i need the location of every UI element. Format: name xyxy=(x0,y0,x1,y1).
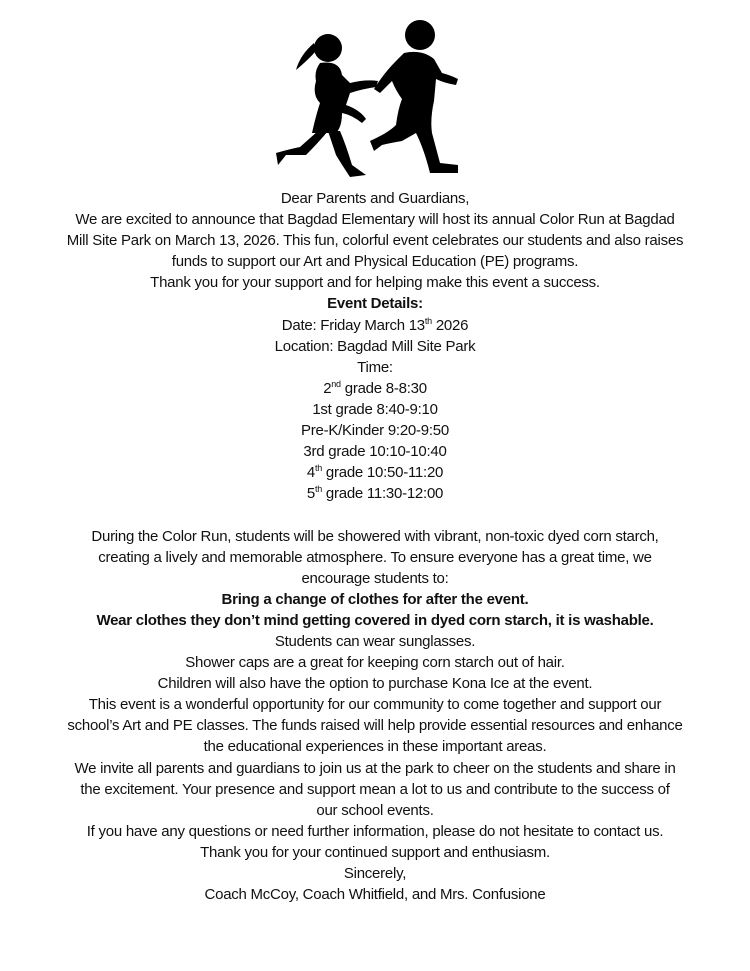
intro-line: We are excited to announce that Bagdad Elementary will host its annual Color Run at Bagdad xyxy=(75,211,675,229)
schedule-text: 3rd grade 10:10-10:40 xyxy=(303,443,447,461)
event-details-heading: Event Details: xyxy=(327,295,423,313)
date-sup: th xyxy=(424,315,432,326)
schedule-item xyxy=(0,399,750,420)
schedule-text: 5 xyxy=(306,485,315,503)
bold-tip: Wear clothes they don’t mind getting covered in dyed corn starch, it is washable. xyxy=(96,611,654,629)
body-line: the excitement. Your presence and support mean a lot to us and contribute to the success of xyxy=(80,780,670,798)
body-line: encourage students to: xyxy=(301,569,449,587)
intro-line: Mill Site Park on March 13, 2026. This fun, colorful event celebrates our students and also raises xyxy=(66,232,684,250)
body-line: our school events. xyxy=(316,801,434,819)
schedule-item xyxy=(0,483,750,504)
bold-tip: Bring a change of clothes for after the event. xyxy=(221,590,529,608)
schedule-item xyxy=(0,420,750,441)
body-line: the educational experiences in these important areas. xyxy=(203,738,547,756)
signoff: Sincerely, xyxy=(343,865,407,882)
date-year: 2026 xyxy=(431,316,469,334)
schedule-text: 4 xyxy=(306,464,315,482)
letter-body xyxy=(0,188,750,905)
schedule-item xyxy=(0,462,750,483)
event-date xyxy=(0,315,750,336)
schedule-sup: nd xyxy=(331,378,341,389)
tip: Children will also have the option to purchase Kona Ice at the event. xyxy=(157,675,593,693)
schedule-item xyxy=(0,378,750,399)
schedule-sup: th xyxy=(314,463,322,474)
schedule-item xyxy=(0,441,750,462)
running-children-silhouette xyxy=(270,15,470,190)
body-line: If you have any questions or need further information, please do not hesitate to contact us. xyxy=(86,822,664,840)
schedule-text: 2 xyxy=(323,379,332,397)
body-line: school’s Art and PE classes. The funds raised will help provide essential resources and enhance xyxy=(67,717,683,735)
tip: Shower caps are a great for keeping corn starch out of hair. xyxy=(185,654,565,672)
schedule-text: grade 11:30-12:00 xyxy=(321,485,444,503)
spacer xyxy=(0,504,750,525)
time-label: Time: xyxy=(357,358,393,376)
event-location: Location: Bagdad Mill Site Park xyxy=(274,337,476,355)
signature: Coach McCoy, Coach Whitfield, and Mrs. Confusione xyxy=(204,886,546,904)
body-line: This event is a wonderful opportunity for our community to come together and support our xyxy=(88,696,662,714)
body-line: During the Color Run, students will be showered with vibrant, non-toxic dyed corn starch, xyxy=(91,527,659,545)
schedule-sup: th xyxy=(314,484,322,495)
body-line: We invite all parents and guardians to join us at the park to cheer on the students and share in xyxy=(74,759,676,777)
schedule-text: grade 8-8:30 xyxy=(340,379,427,397)
intro-line: Thank you for your support and for helping make this event a success. xyxy=(150,274,600,292)
body-line: creating a lively and memorable atmosphere. To ensure everyone has a great time, we xyxy=(98,548,652,566)
schedule-text: Pre-K/Kinder 9:20-9:50 xyxy=(301,422,449,440)
intro-line: funds to support our Art and Physical Education (PE) programs. xyxy=(171,253,579,271)
schedule-text: grade 10:50-11:20 xyxy=(321,464,444,482)
tip: Students can wear sunglasses. xyxy=(274,632,476,650)
greeting: Dear Parents and Guardians, xyxy=(280,190,470,207)
date-text: Date: Friday March 13 xyxy=(281,316,425,334)
schedule-text: 1st grade 8:40-9:10 xyxy=(312,400,438,418)
body-line: Thank you for your continued support and enthusiasm. xyxy=(200,843,550,861)
